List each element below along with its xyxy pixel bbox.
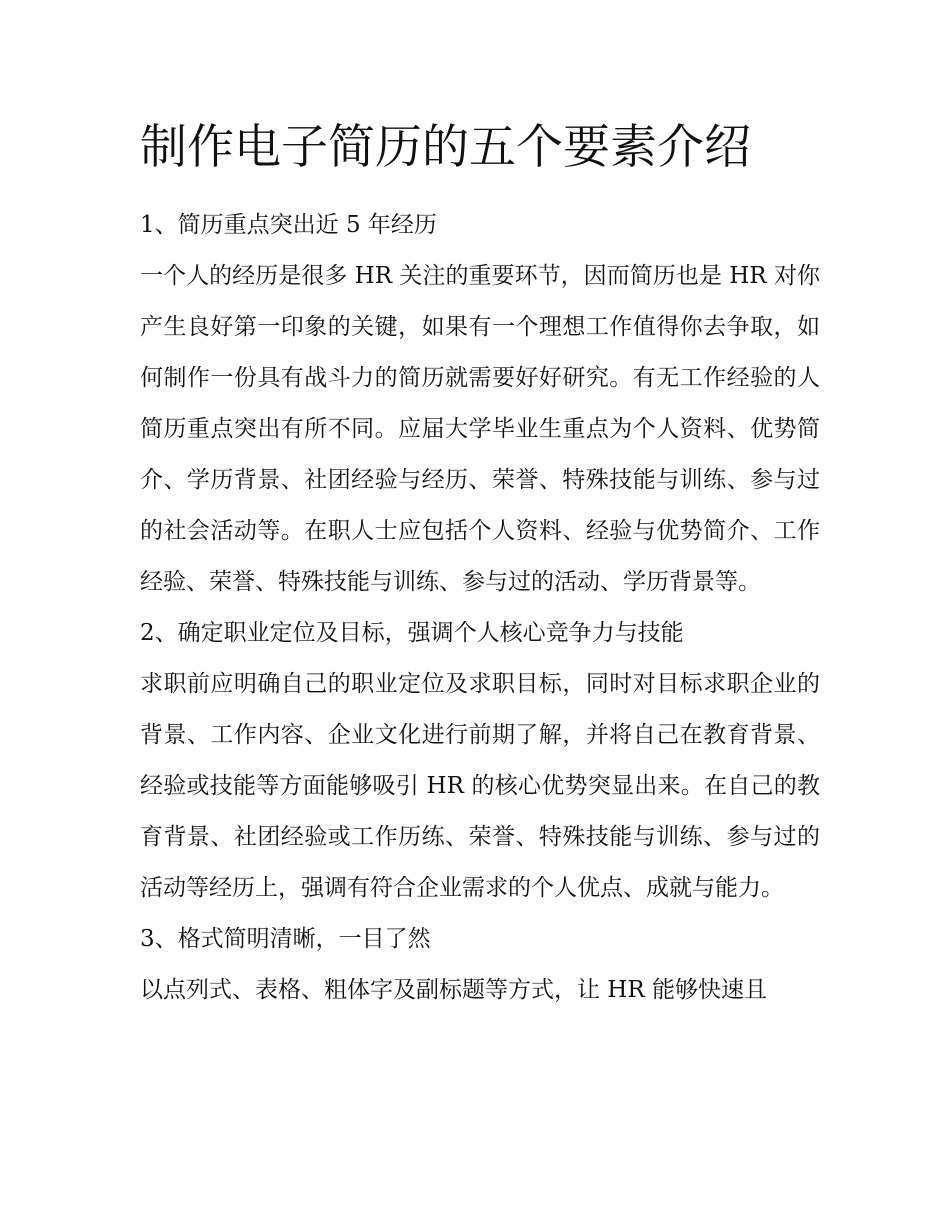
document-title: 制作电子简历的五个要素介绍 (140, 120, 751, 175)
section-1-heading: 1、简历重点突出近 5 年经历 (140, 212, 437, 238)
section-3-heading: 3、格式简明清晰，一目了然 (140, 926, 431, 952)
section-2-heading: 2、确定职业定位及目标，强调个人核心竞争力与技能 (140, 620, 684, 646)
section-3-body: 以点列式、表格、粗体字及副标题等方式，让 HR 能够快速且 (140, 977, 767, 1003)
section-2-body: 求职前应明确自己的职业定位及求职目标，同时对目标求职企业的背景、工作内容、企业文化进行前期了解，并将自己在教育背景、经验或技能等方面能够吸引 HR 的核心优势突显出来。在自己的教育背景、社团经验或工作历练、荣誉、特殊技能与训练、参与过的活动等经历上，强调有符合企业需求的个人优点、成就与能力。 (140, 671, 820, 901)
section-1-body: 一个人的经历是很多 HR 关注的重要环节，因而简历也是 HR 对你产生良好第一印象的关键，如果有一个理想工作值得你去争取，如何制作一份具有战斗力的简历就需要好好研究。有无工作经验的人简历重点突出有所不同。应届大学毕业生重点为个人资料、优势简介、学历背景、社团经验与经历、荣誉、特殊技能与训练、参与过的社会活动等。在职人士应包括个人资料、经验与优势简介、工作经验、荣誉、特殊技能与训练、参与过的活动、学历背景等。 (140, 263, 820, 595)
document-body (140, 110, 820, 1016)
